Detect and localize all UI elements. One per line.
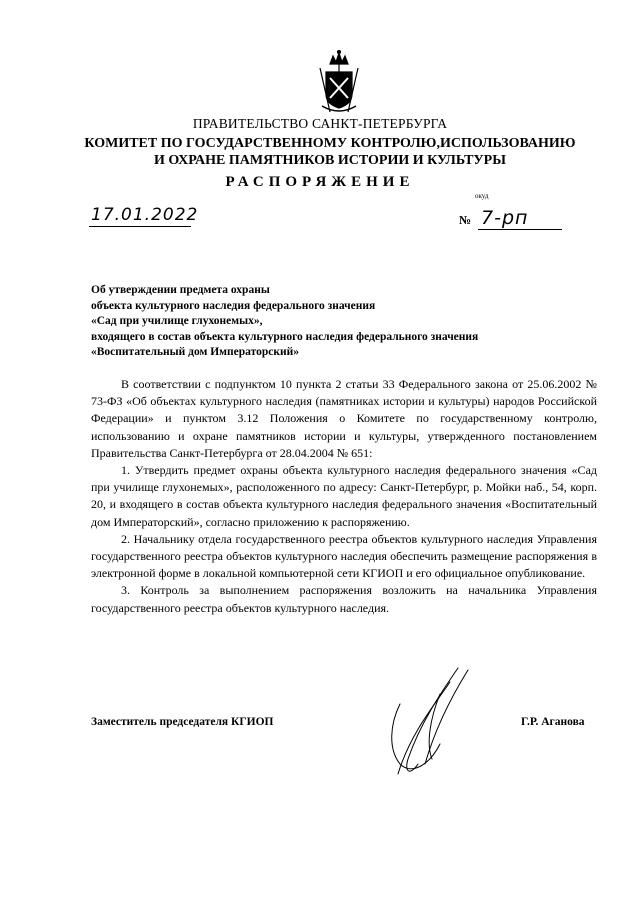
signatory-title: Заместитель председателя КГИОП xyxy=(91,716,274,728)
clause-1: 1. Утвердить предмет охраны объекта культурного наследия федерального значения «Сад при училище глухонемых», расположенного по адресу: Санкт-Петербург, р. Мойки наб., 54, корп. 20, и входящего в состав объекта культурного наследия федерального значения «Воспитательный дом Императорский», согласно приложению к распоряжению. xyxy=(91,463,597,529)
signatory-name: Г.Р. Аганова xyxy=(521,716,585,728)
document-subject xyxy=(91,283,591,361)
government-name: ПРАВИТЕЛЬСТВО САНКТ-ПЕТЕРБУРГА xyxy=(192,116,448,131)
coat-of-arms-icon xyxy=(316,50,362,116)
subject-line: входящего в состав объекта культурного наследия федерального значения xyxy=(91,330,479,343)
committee-name xyxy=(20,135,640,169)
subject-line: «Воспитательный дом Императорский» xyxy=(91,346,299,358)
committee-line: И ОХРАНЕ ПАМЯТНИКОВ ИСТОРИИ И КУЛЬТУРЫ xyxy=(154,153,506,168)
subject-line: «Сад при училище глухонемых», xyxy=(91,315,263,327)
date-underline xyxy=(89,226,191,227)
subject-line: объекта культурного наследия федерального значения xyxy=(91,299,376,312)
preamble-paragraph: В соответствии с подпунктом 10 пункта 2 статьи 33 Федерального закона от 25.06.2002 № 73-ФЗ «Об объектах культурного наследия (памятниках истории и культуры) народов Российской Федерации» и пунктом 3.12 Положения о Комитете по государственному контролю, использованию и охране памятников истории и культуры, утвержденного постановлением Правительства Санкт-Петербурга от 28.04.2004 № 651: xyxy=(91,377,597,460)
document-body xyxy=(91,376,597,617)
document-number: 7-рп xyxy=(481,207,529,229)
number-underline xyxy=(478,229,562,230)
committee-line: КОМИТЕТ ПО ГОСУДАРСТВЕННОМУ КОНТРОЛЮ,ИСПОЛЬЗОВАНИЮ xyxy=(84,136,576,151)
okud-label: окуд xyxy=(475,192,489,200)
clause-3: 3. Контроль за выполнением распоряжения возложить на начальника Управления государственного реестра объектов культурного наследия. xyxy=(91,583,597,615)
document-type: РАСПОРЯЖЕНИЕ xyxy=(225,174,415,190)
clause-2: 2. Начальнику отдела государственного реестра объектов культурного наследия Управления государственного реестра объектов культурного наследия обеспечить размещение распоряжения в электронной форме в локальной компьютерной сети КГИОП и его официальное опубликование. xyxy=(91,531,597,581)
handwritten-signature xyxy=(380,664,480,784)
subject-line: Об утверждении предмета охраны xyxy=(91,284,270,296)
document-date: 17.01.2022 xyxy=(91,205,199,225)
number-label: № xyxy=(459,213,472,227)
